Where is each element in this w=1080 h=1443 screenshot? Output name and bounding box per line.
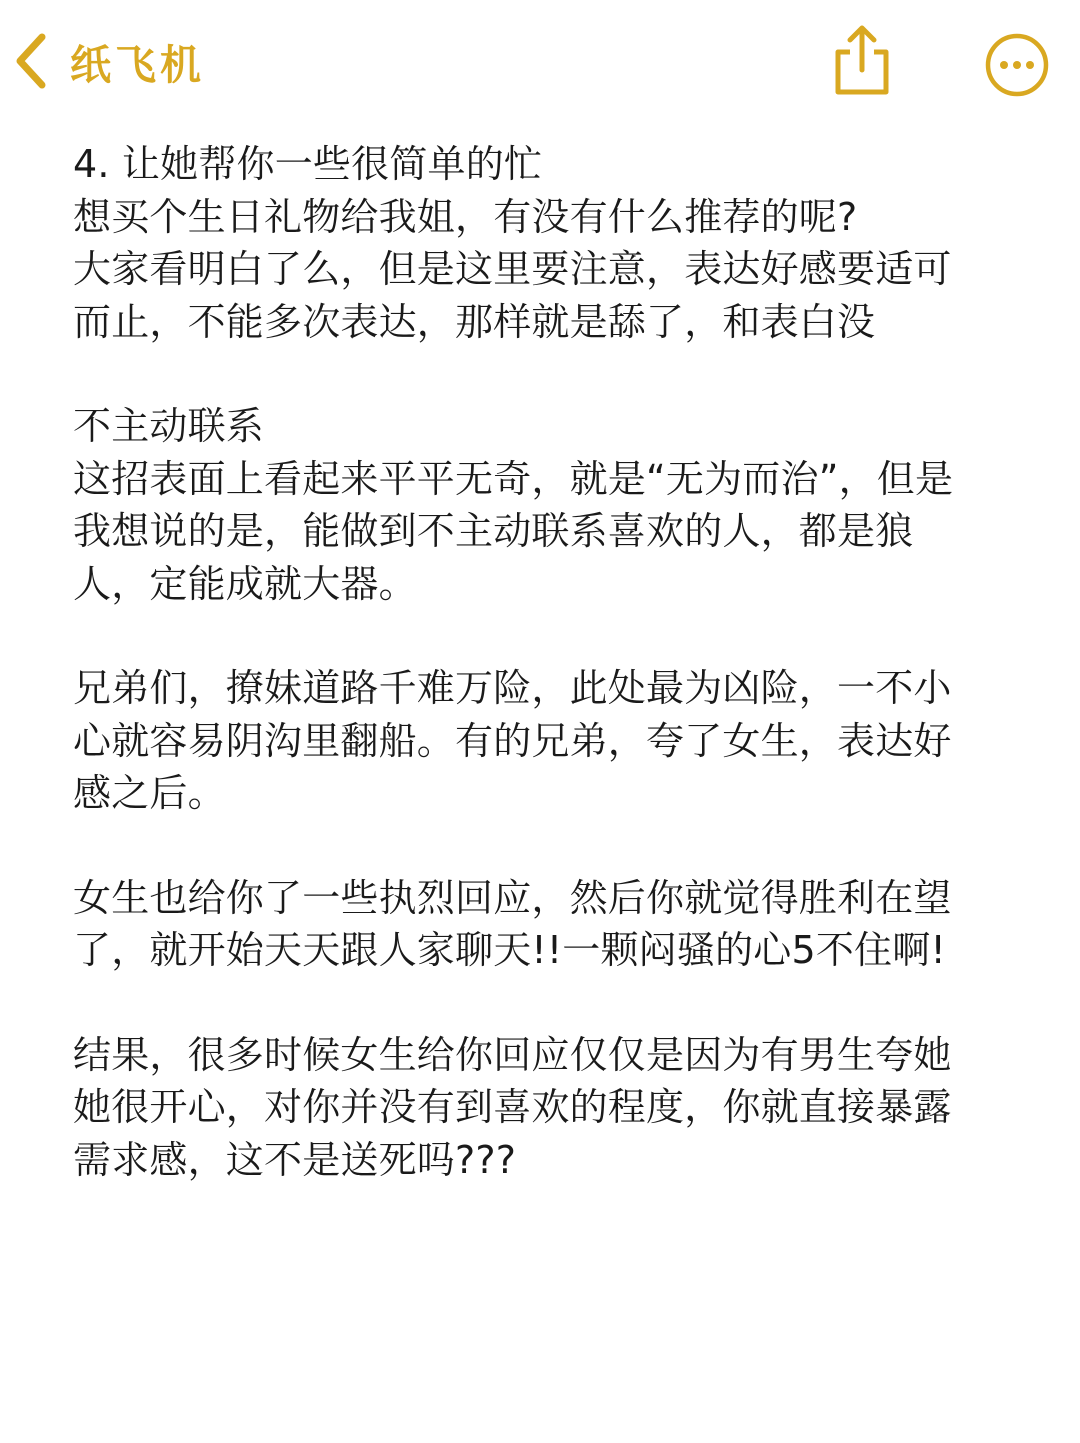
paragraph-favor	[73, 138, 1013, 348]
more-options-icon	[984, 83, 1050, 102]
paragraph-result	[73, 1029, 1013, 1187]
text-line: 女生也给你了一些执烈回应，然后你就觉得胜利在望	[73, 875, 952, 920]
note-body[interactable]	[73, 138, 1013, 1238]
text-line: 她很开心，对你并没有到喜欢的程度，你就直接暴露	[73, 1085, 952, 1129]
paragraph-brothers	[73, 662, 1013, 820]
text-line: 不主动联系	[73, 404, 265, 448]
text-line: 4. 让她帮你一些很简单的忙	[73, 142, 543, 186]
text-line: 感之后。	[73, 771, 226, 815]
chevron-left-icon	[12, 33, 48, 89]
back-button[interactable]	[12, 28, 205, 94]
text-line: 而止，不能多次表达，那样就是舔了，和表白没	[73, 299, 876, 344]
share-icon	[830, 81, 894, 100]
text-line: 兄弟们，撩妹道路千难万险，此处最为凶险，一不小	[73, 666, 952, 710]
paragraph-response	[73, 872, 1013, 977]
text-line: 了，就开始天天跟人家聊天!!一颗闷骚的心5不住啊!	[73, 928, 946, 972]
text-line: 需求感，这不是送死吗???	[73, 1137, 517, 1182]
text-line: 我想说的是，能做到不主动联系喜欢的人，都是狼	[73, 509, 914, 553]
text-line: 人，定能成就大器。	[73, 561, 417, 606]
more-options-button[interactable]	[984, 32, 1050, 98]
text-line: 心就容易阴沟里翻船。有的兄弟，夸了女生，表达好	[73, 718, 952, 763]
navigation-bar	[0, 0, 1080, 120]
text-line: 想买个生日礼物给我姐，有没有什么推荐的呢?	[73, 194, 858, 239]
paragraph-no-contact	[73, 400, 1013, 610]
text-line: 大家看明白了么，但是这里要注意，表达好感要适可	[73, 247, 952, 291]
text-line: 结果，很多时候女生给你回应仅仅是因为有男生夸她	[73, 1032, 952, 1077]
back-label: 纸飞机	[70, 40, 205, 89]
text-line: 这招表面上看起来平平无奇，就是“无为而治”，但是	[73, 456, 954, 501]
share-button[interactable]	[830, 24, 894, 96]
